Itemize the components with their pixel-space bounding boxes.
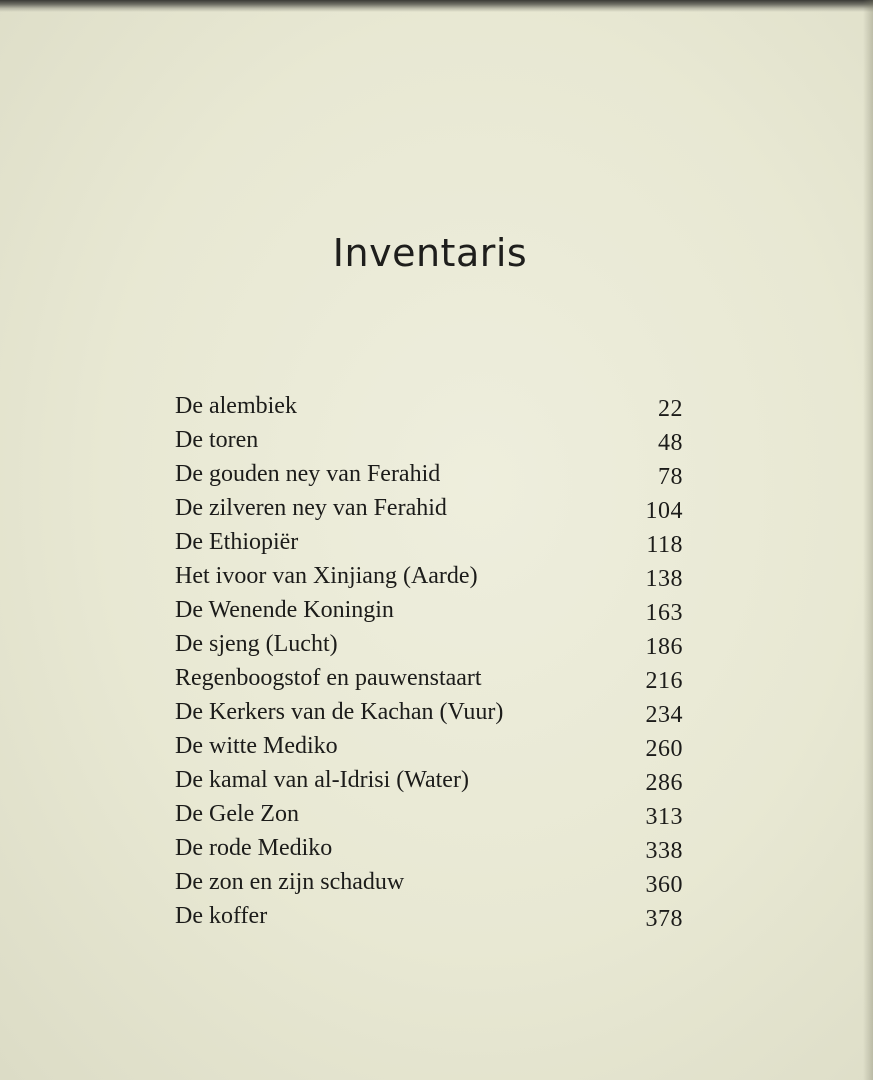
page-title: Inventaris: [332, 231, 528, 276]
toc-entry-page-number: 163: [645, 600, 683, 626]
toc-entry-title: De witte Mediko: [175, 733, 338, 759]
toc-entry-page-number: 216: [645, 668, 683, 694]
toc-entry-page-number: 313: [645, 804, 683, 830]
toc-entry: [175, 597, 685, 631]
toc-entry-title: De Kerkers van de Kachan (Vuur): [175, 699, 504, 725]
toc-entry-title: Regenboogstof en pauwenstaart: [175, 665, 482, 691]
toc-entry-page-number: 360: [645, 872, 683, 898]
toc-entry-title: De koffer: [175, 903, 268, 929]
toc-entry-title: De zilveren ney van Ferahid: [175, 495, 447, 521]
toc-entry-page-number: 138: [645, 566, 683, 592]
toc-entry-title: De zon en zijn schaduw: [175, 869, 405, 895]
toc-entry-page-number: 78: [658, 464, 683, 490]
toc-entry: [175, 393, 685, 427]
toc-entry-title: De rode Mediko: [175, 835, 333, 861]
toc-entry: [175, 665, 685, 699]
toc-entry-title: De Ethiopiër: [175, 529, 299, 555]
toc-entry: [175, 529, 685, 563]
toc-entry-page-number: 22: [658, 396, 683, 422]
toc-entry: [175, 835, 685, 869]
toc-entry: [175, 631, 685, 665]
toc-entry: [175, 495, 685, 529]
toc-entry: [175, 801, 685, 835]
toc-entry: [175, 699, 685, 733]
toc-entry: [175, 767, 685, 801]
toc-entry-title: De Wenende Koningin: [175, 597, 394, 623]
toc-entry: [175, 563, 685, 597]
toc-entry-page-number: 378: [645, 906, 683, 932]
toc-entry: [175, 733, 685, 767]
toc-entry-title: De Gele Zon: [175, 801, 299, 827]
page-top-edge-shadow: [0, 0, 873, 12]
toc-entry-page-number: 286: [645, 770, 683, 796]
toc-entry-page-number: 186: [645, 634, 683, 660]
toc-entry-title: De gouden ney van Ferahid: [175, 461, 441, 487]
toc-entry: [175, 869, 685, 903]
toc-entry-page-number: 234: [645, 702, 683, 728]
page-right-edge-shadow: [863, 0, 873, 1080]
toc-entry-page-number: 104: [645, 498, 683, 524]
toc-entry-page-number: 338: [645, 838, 683, 864]
toc-entry-page-number: 118: [646, 532, 683, 558]
toc-entry: [175, 427, 685, 461]
toc-entry-title: De alembiek: [175, 393, 297, 419]
toc-entry-title: De kamal van al-Idrisi (Water): [175, 767, 469, 793]
toc-entry-title: De toren: [175, 427, 259, 453]
toc-entry-page-number: 260: [645, 736, 683, 762]
toc-entry: [175, 461, 685, 495]
table-of-contents: [175, 393, 685, 937]
toc-entry: [175, 903, 685, 937]
toc-entry-title: Het ivoor van Xinjiang (Aarde): [175, 563, 478, 589]
toc-entry-page-number: 48: [658, 430, 683, 456]
toc-entry-title: De sjeng (Lucht): [175, 631, 338, 657]
